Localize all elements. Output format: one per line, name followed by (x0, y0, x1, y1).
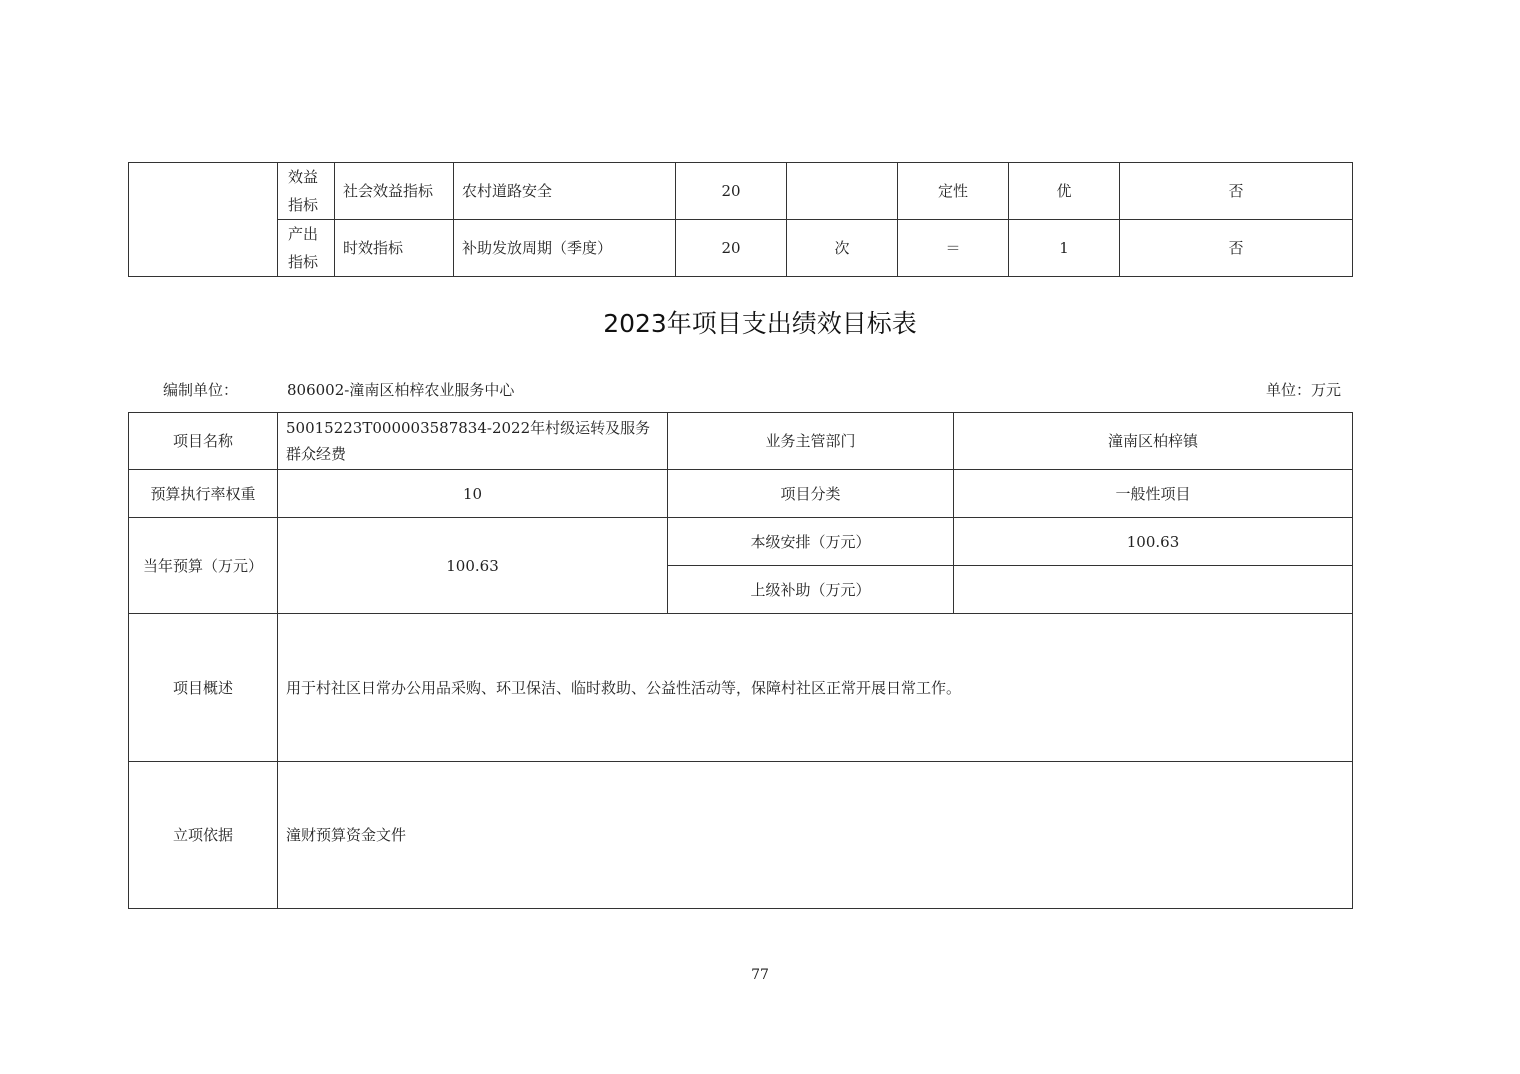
upper-value (954, 566, 1353, 614)
basis-label: 立项依据 (129, 762, 278, 909)
page-number: 77 (751, 967, 769, 983)
indicator-weight: 20 (676, 220, 787, 277)
dept-label: 业务主管部门 (668, 413, 954, 470)
indicator-subcategory: 时效指标 (335, 220, 454, 277)
project-name-value: 50015223T000003587834-2022年村级运转及服务群众经费 (278, 413, 668, 470)
blank-cell (129, 163, 278, 277)
budget-value: 100.63 (278, 518, 668, 614)
table-row (129, 518, 1353, 566)
category-value: 一般性项目 (954, 470, 1353, 518)
overview-value: 用于村社区日常办公用品采购、环卫保洁、临时救助、公益性活动等，保障村社区正常开展日常工作。 (278, 614, 1353, 762)
indicator-value: 优 (1009, 163, 1120, 220)
category-label: 项目分类 (668, 470, 954, 518)
table-row (129, 413, 1353, 470)
local-value: 100.63 (954, 518, 1353, 566)
table-row (129, 220, 1353, 277)
indicator-flag: 否 (1120, 163, 1353, 220)
indicator-unit: 次 (787, 220, 898, 277)
weight-label: 预算执行率权重 (129, 470, 278, 518)
indicator-nature: 定性 (898, 163, 1009, 220)
project-name-label: 项目名称 (129, 413, 278, 470)
project-info-table (128, 412, 1353, 909)
unit-label: 单位：万元 (1265, 381, 1341, 399)
indicator-unit (787, 163, 898, 220)
table-row (129, 614, 1353, 762)
overview-label: 项目概述 (129, 614, 278, 762)
dept-value: 潼南区柏梓镇 (954, 413, 1353, 470)
performance-indicator-table (128, 162, 1353, 277)
page-title: 2023年项目支出绩效目标表 (603, 309, 917, 338)
indicator-subcategory: 社会效益指标 (335, 163, 454, 220)
indicator-nature: ＝ (898, 220, 1009, 277)
indicator-value: 1 (1009, 220, 1120, 277)
indicator-weight: 20 (676, 163, 787, 220)
local-label: 本级安排（万元） (668, 518, 954, 566)
weight-value: 10 (278, 470, 668, 518)
indicator-name: 补助发放周期（季度） (454, 220, 676, 277)
basis-value: 潼财预算资金文件 (278, 762, 1353, 909)
indicator-category: 产出指标 (278, 220, 335, 277)
table-row (129, 470, 1353, 518)
budget-label: 当年预算（万元） (129, 518, 278, 614)
indicator-flag: 否 (1120, 220, 1353, 277)
org-label: 编制单位： (163, 381, 239, 399)
table-row (129, 762, 1353, 909)
indicator-category: 效益指标 (278, 163, 335, 220)
table-row (129, 163, 1353, 220)
indicator-name: 农村道路安全 (454, 163, 676, 220)
upper-label: 上级补助（万元） (668, 566, 954, 614)
org-value: 806002-潼南区柏梓农业服务中心 (287, 381, 515, 399)
